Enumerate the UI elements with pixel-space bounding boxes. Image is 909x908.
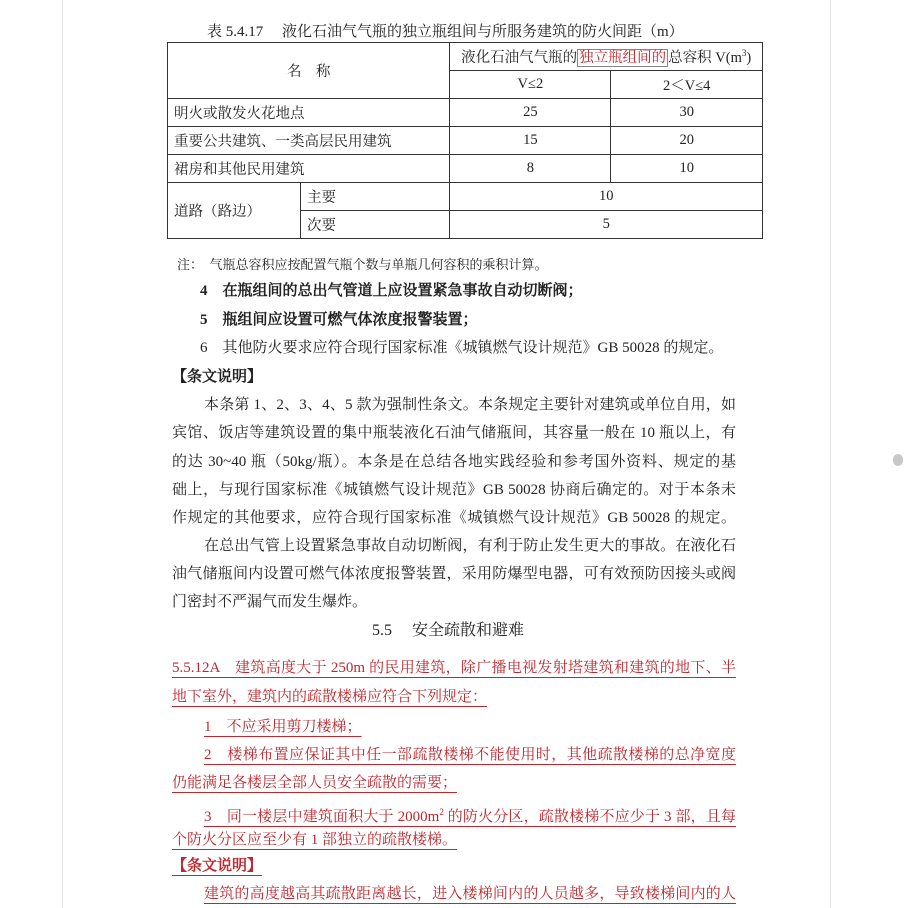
red-clause-line: 1 不应采用剪刀楼梯； bbox=[204, 719, 362, 735]
paragraph-line: 作规定的其他要求，应符合现行国家标准《城镇燃气设计规范》GB 50028 的规定。 bbox=[172, 510, 736, 526]
section-heading: 5.5 安全疏散和避难 bbox=[372, 622, 525, 639]
table-row: 道路（路边） 主要 10 bbox=[168, 183, 763, 211]
red-clause-line: 3 同一楼层中建筑面积大于 $2000m^2$ 的防火分区，疏散楼梯不应少于 3 部，且每 bbox=[204, 807, 736, 825]
header-col2: 2＜V≤4 bbox=[611, 71, 763, 99]
scrollbar-thumb[interactable] bbox=[893, 454, 903, 466]
red-clause-line: 建筑的高度越高其疏散距离越长，进入楼梯间内的人员越多，导致楼梯间内的人 bbox=[204, 886, 736, 902]
paragraph-line: 础上，与现行国家标准《城镇燃气设计规范》GB 50028 协商后确定的。对于本条未 bbox=[172, 482, 736, 498]
table-caption: 表 5.4.17 液化石油气气瓶的独立瓶组间与所服务建筑的防火间距（m） bbox=[207, 24, 684, 40]
clause-item: 6 其他防火要求应符合现行国家标准《城镇燃气设计规范》GB 50028 的规定。 bbox=[200, 340, 724, 356]
page-edge-right bbox=[830, 0, 831, 908]
paragraph-line: 门密封不严漏气而发生爆炸。 bbox=[172, 594, 368, 610]
paragraph-line: 的达 30~40 瓶（50kg/瓶）。本条是在总结各地实践经验和参考国外资料、规定的基 bbox=[172, 454, 736, 470]
red-explain-heading: 【条文说明】 bbox=[172, 858, 263, 874]
clause-item: 4 在瓶组间的总出气管道上应设置紧急事故自动切断阀； bbox=[200, 283, 583, 299]
table-note: 注： 气瓶总容积应按配置气瓶个数与单瓶几何容积的乘积计算。 bbox=[177, 257, 548, 272]
paragraph-line: 油气储瓶间内设置可燃气体浓度报警装置，采用防爆型电器，可有效预防因接头或阀 bbox=[172, 566, 736, 582]
table-row: 明火或散发火花地点 25 30 bbox=[168, 99, 763, 127]
page-edge-left bbox=[62, 0, 63, 908]
header-name: 名 称 bbox=[168, 43, 450, 99]
paragraph-line: 本条第 1、2、3、4、5 款为强制性条文。本条规定主要针对建筑或单位自用，如 bbox=[204, 397, 736, 413]
clause-item: 5 瓶组间应设置可燃气体浓度报警装置； bbox=[200, 312, 478, 328]
header-volume: 液化石油气气瓶的 独立瓶组间的 总容积 $V(m^3)$ bbox=[450, 43, 763, 71]
red-clause-line: 地下室外，建筑内的疏散楼梯应符合下列规定： bbox=[172, 689, 488, 705]
table-row: 重要公共建筑、一类高层民用建筑 15 20 bbox=[168, 127, 763, 155]
red-clause-line: 5.5.12A 建筑高度大于 250m 的民用建筑，除广播电视发射塔建筑和建筑的地下、半 bbox=[172, 660, 736, 676]
table-row: 次要 5 bbox=[168, 211, 763, 239]
red-clause-line: 个防火分区应至少有 1 部独立的疏散楼梯。 bbox=[172, 832, 458, 848]
header-col1: V≤2 bbox=[450, 71, 611, 99]
paragraph-line: 在总出气管上设置紧急事故自动切断阀，有利于防止发生更大的事故。在液化石 bbox=[204, 538, 736, 554]
table-row: 裙房和其他民用建筑 8 10 bbox=[168, 155, 763, 183]
explain-heading: 【条文说明】 bbox=[172, 369, 263, 385]
red-clause-line: 2 楼梯布置应保证其中任一部疏散楼梯不能使用时，其他疏散楼梯的总净宽度 bbox=[204, 747, 736, 763]
fire-distance-table bbox=[167, 42, 763, 239]
paragraph-line: 宾馆、饭店等建筑设置的集中瓶装液化石油气储瓶间，其容量一般在 10 瓶以上，有 bbox=[172, 425, 736, 441]
highlighted-text: 独立瓶组间的 bbox=[579, 50, 667, 66]
red-clause-line: 仍能满足各楼层全部人员安全疏散的需要； bbox=[172, 775, 458, 791]
